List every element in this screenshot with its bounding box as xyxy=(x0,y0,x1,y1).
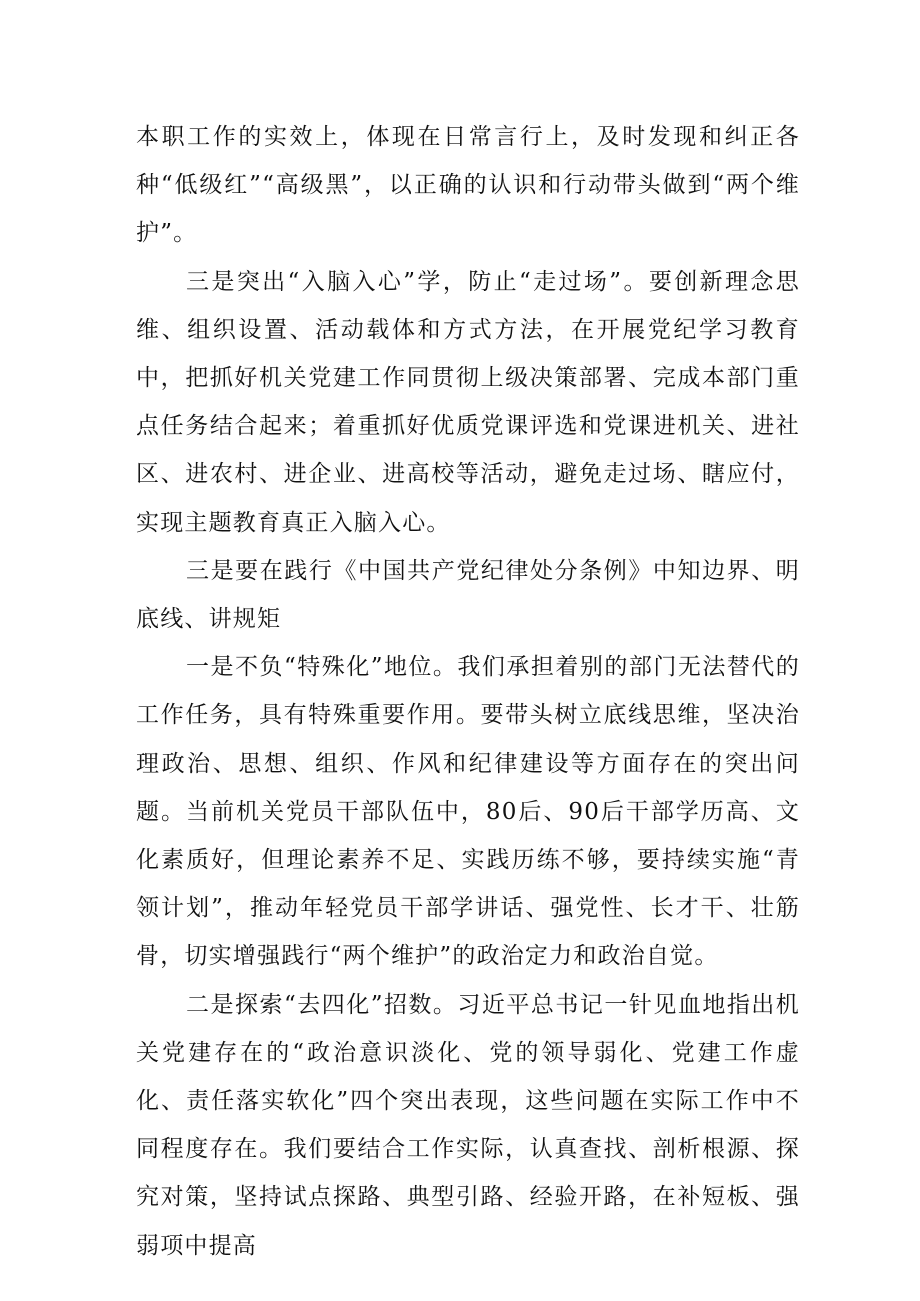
paragraph-point-two-four-tendencies: 二是探索“去四化”招数。习近平总书记一针见血地指出机关党建存在的“政治意识淡化、党的领导弱化、党建工作虚化、责任落实软化”四个突出表现，这些问题在实际工作中不同程度存在。我们要结合工作实际，认真查找、剖析根源、探究对策，坚持试点探路、典型引路、经验开路，在补短板、强弱项中提高 xyxy=(136,991,800,1259)
paragraph-continuation: 本职工作的实效上，体现在日常言行上，及时发现和纠正各种“低级红”“高级黑”，以正确的认识和行动带头做到“两个维护”。 xyxy=(136,124,800,247)
document-body xyxy=(136,113,800,1270)
section-heading-discipline-regulations: 三是要在践行《中国共产党纪律处分条例》中知边界、明底线、讲规矩 xyxy=(136,557,800,633)
paragraph-point-one-special-status: 一是不负“特殊化”地位。我们承担着别的部门无法替代的工作任务，具有特殊重要作用。要带头树立底线思维，坚决治理政治、思想、组织、作风和纪律建设等方面存在的突出问题。当前机关党员干部队伍中，80后、90后干部学历高、文化素质好，但理论素养不足、实践历练不够，要持续实施“青领计划”，推动年轻党员干部学讲话、强党性、长才干、壮筋骨，切实增强践行“两个维护”的政治定力和政治自觉。 xyxy=(136,654,800,970)
paragraph-point-three-study: 三是突出“入脑入心”学，防止“走过场”。要创新理念思维、组织设置、活动载体和方式方法，在开展党纪学习教育中，把抓好机关党建工作同贯彻上级决策部署、完成本部门重点任务结合起来；着重抓好优质党课评选和党课进机关、进社区、进农村、进企业、进高校等活动，避免走过场、瞎应付，实现主题教育真正入脑入心。 xyxy=(136,268,800,536)
